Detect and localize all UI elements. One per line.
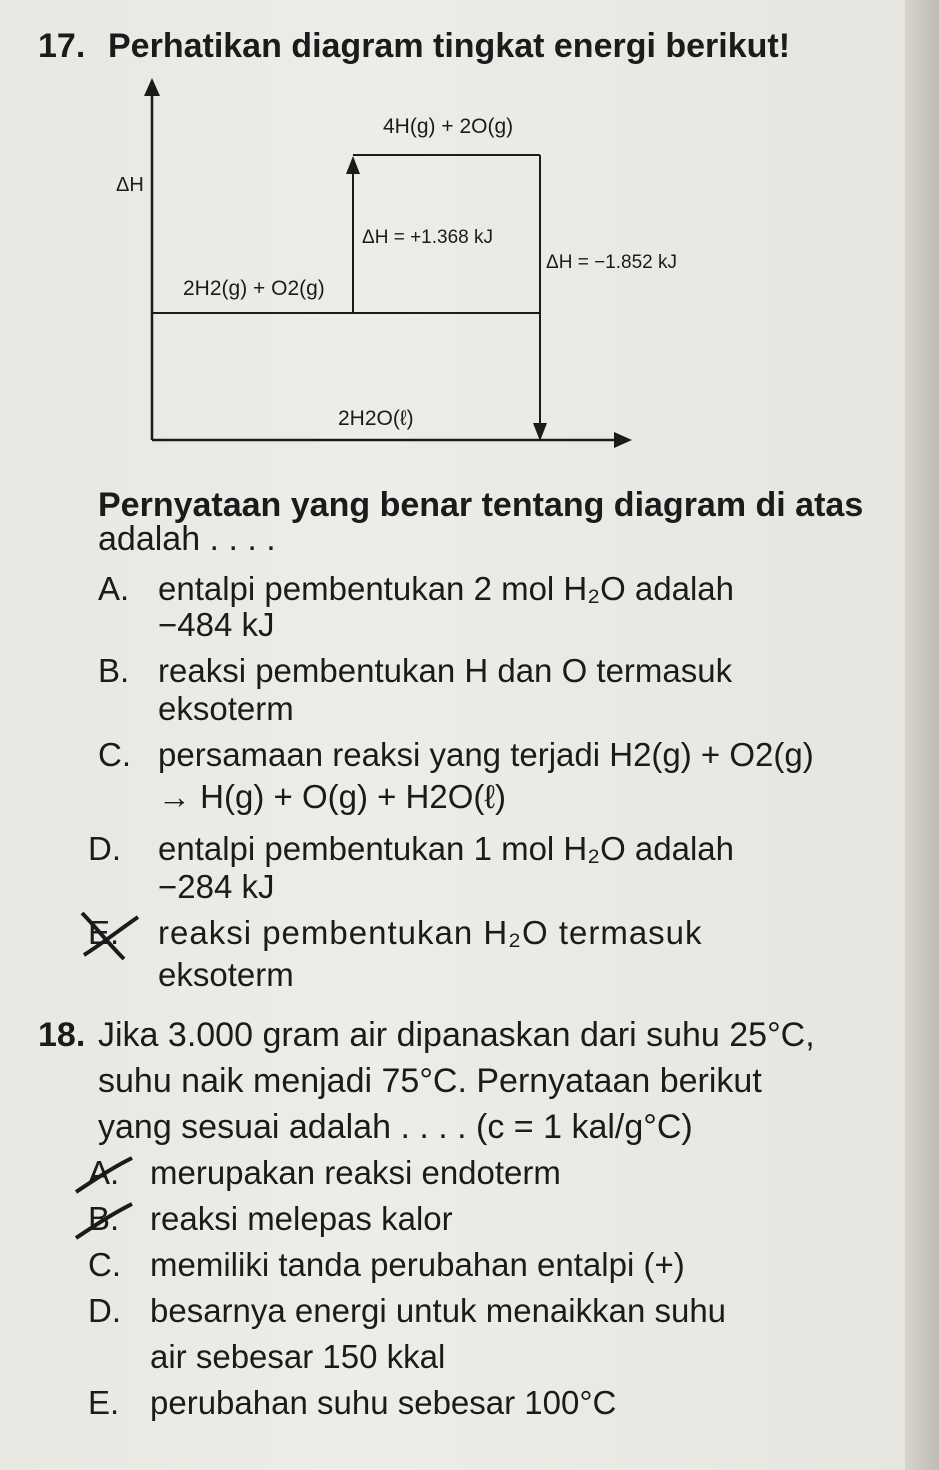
question-18-line1: Jika 3.000 gram air dipanaskan dari suhu 25°C,	[98, 1016, 815, 1054]
q17-option-e-line1: reaksi pembentukan H₂O termasuk	[158, 914, 703, 951]
y-axis-label: ΔH	[116, 174, 144, 196]
q17-option-a-line2: −484 kJ	[158, 606, 275, 643]
question-17-title: Perhatikan diagram tingkat energi berikut!	[108, 27, 791, 65]
q18-option-a-text: merupakan reaksi endoterm	[150, 1154, 561, 1191]
question-17-number: 17.	[38, 27, 86, 65]
q18-option-e-letter: E.	[88, 1384, 120, 1421]
middle-level-label: 2H2(g) + O2(g)	[183, 277, 325, 300]
dh-down-label: ΔH = −1.852 kJ	[546, 252, 677, 273]
y-axis-arrowhead	[144, 78, 160, 96]
q18-option-c-letter: C.	[88, 1246, 121, 1283]
q17-option-c-line1: persamaan reaksi yang terjadi H2(g) + O2(g)	[158, 736, 814, 773]
bottom-level-label: 2H2O(ℓ)	[338, 407, 414, 430]
q17-option-d-line2: −284 kJ	[158, 868, 275, 905]
q18-option-e-text: perubahan suhu sebesar 100°C	[150, 1384, 617, 1421]
arrow-up-head	[346, 156, 360, 174]
answer-cross-mark-q18-a	[70, 1150, 150, 1198]
q17-option-c-letter: C.	[98, 736, 131, 773]
q17-option-b-letter: B.	[98, 652, 130, 689]
q17-option-e-line2: eksoterm	[158, 956, 294, 993]
question-17-stem-line2: adalah . . . .	[98, 520, 276, 558]
answer-cross-mark-q18-b	[70, 1196, 150, 1244]
q18-option-d-letter: D.	[88, 1292, 121, 1329]
q17-option-b-line1: reaksi pembentukan H dan O termasuk	[158, 652, 733, 689]
q18-option-a-letter: A.	[88, 1154, 120, 1191]
dh-up-label: ΔH = +1.368 kJ	[362, 227, 493, 248]
q17-option-d-line1: entalpi pembentukan 1 mol H₂O adalah	[158, 830, 735, 867]
question-17-stem-line1: Pernyataan yang benar tentang diagram di atas	[98, 486, 864, 524]
q18-option-b-text: reaksi melepas kalor	[150, 1200, 453, 1237]
arrow-down-head	[533, 423, 547, 441]
q18-option-c-text: memiliki tanda perubahan entalpi (+)	[150, 1246, 685, 1283]
question-18-line2: suhu naik menjadi 75°C. Pernyataan berikut	[98, 1062, 762, 1100]
q17-option-d-letter: D.	[88, 830, 121, 867]
x-axis-arrowhead	[614, 432, 632, 448]
q17-option-b-line2: eksoterm	[158, 690, 294, 727]
q18-option-d-line1: besarnya energi untuk menaikkan suhu	[150, 1292, 727, 1329]
question-18-number: 18.	[38, 1016, 86, 1054]
answer-cross-mark-q17	[74, 905, 154, 965]
q17-option-a-line1: entalpi pembentukan 2 mol H₂O adalah	[158, 570, 735, 607]
energy-level-diagram	[0, 0, 939, 470]
question-18-line3: yang sesuai adalah . . . . (c = 1 kal/g°C)	[98, 1108, 693, 1146]
q17-option-a-letter: A.	[98, 570, 130, 607]
q17-option-c-line2: → H(g) + O(g) + H2O(ℓ)	[158, 778, 507, 815]
q18-option-d-line2: air sebesar 150 kkal	[150, 1338, 446, 1375]
q17-option-e-letter: E.	[88, 914, 120, 951]
top-level-label: 4H(g) + 2O(g)	[383, 115, 514, 138]
q18-option-b-letter: B.	[88, 1200, 120, 1237]
